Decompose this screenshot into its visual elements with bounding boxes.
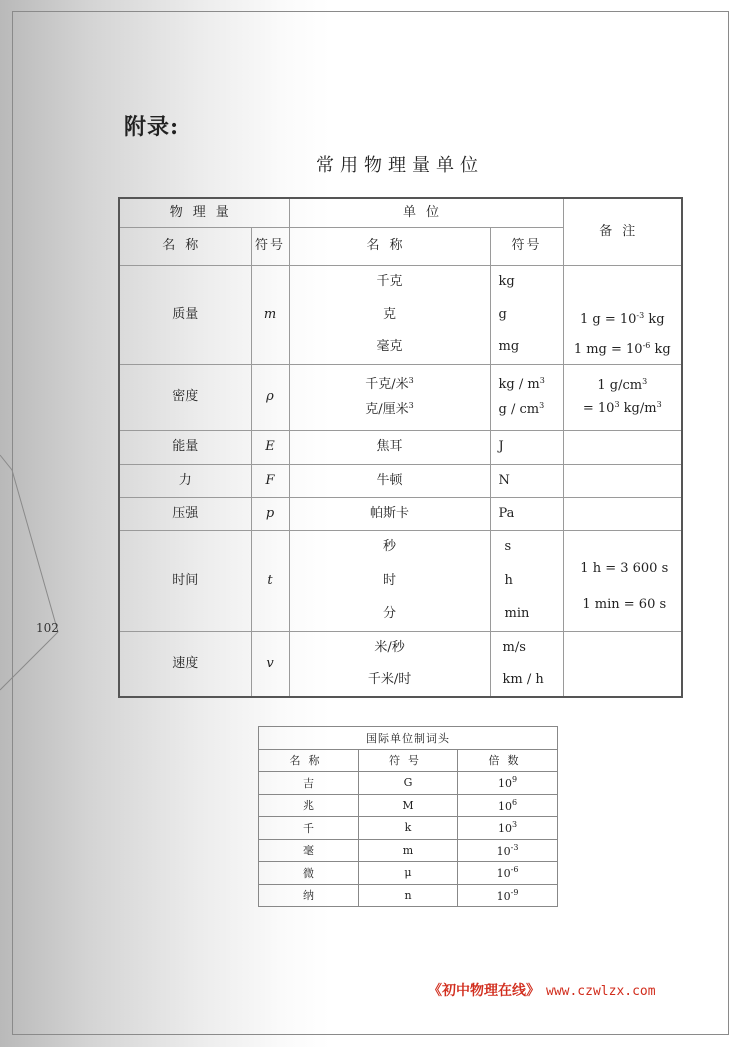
unit-symbol: g xyxy=(498,306,507,322)
unit-name: 毫克 xyxy=(376,339,403,355)
quantity-symbol: E xyxy=(251,430,289,464)
prefix-factor: $10^{-6}$ xyxy=(458,862,558,885)
remark-line: 1 $g/cm^3$ xyxy=(597,377,648,394)
remark-line: 1 h = 3 600 s xyxy=(580,560,669,576)
header-unit: 单位 xyxy=(289,198,563,227)
quantity-symbol: t xyxy=(251,530,289,631)
table-title: 常用物理量单位 xyxy=(316,155,484,176)
prefix-factor: $10^{-3}$ xyxy=(458,839,558,862)
table-row xyxy=(119,530,682,631)
quantity-symbol: p xyxy=(251,497,289,530)
unit-symbol: N xyxy=(490,464,563,497)
prefix-table xyxy=(258,726,558,907)
prefix-name: 微 xyxy=(259,862,359,885)
unit-symbol: km / h xyxy=(502,671,544,687)
prefix-symbol: μ xyxy=(359,862,458,885)
remark-cell xyxy=(563,430,682,464)
quantity-name: 质量 xyxy=(119,265,251,364)
unit-symbol: m/s xyxy=(502,639,526,655)
table-row xyxy=(259,772,558,795)
remark-cell xyxy=(563,497,682,530)
prefix-symbol: k xyxy=(359,817,458,840)
prefix-name: 纳 xyxy=(259,884,359,907)
quantity-symbol: m xyxy=(251,265,289,364)
table-row xyxy=(119,265,682,364)
unit-name: 时 xyxy=(383,572,397,588)
footer-url[interactable]: www.czwlzx.com xyxy=(546,984,656,999)
table-row xyxy=(259,862,558,885)
unit-name: 秒 xyxy=(383,539,397,555)
remark-line: 1 mg = $10^{-6}$ kg xyxy=(573,340,671,357)
unit-symbol: kg xyxy=(498,274,515,290)
prefix-symbol: G xyxy=(359,772,458,795)
unit-symbol: kg / $m^3$ xyxy=(498,376,545,393)
prefix-factor: $10^3$ xyxy=(458,817,558,840)
prefix-table-caption: 国际单位制词头 xyxy=(259,727,558,750)
remark-line: 1 min = 60 s xyxy=(582,596,667,612)
remark-cell xyxy=(563,631,682,697)
quantity-name: 密度 xyxy=(119,364,251,430)
prefix-name: 吉 xyxy=(259,772,359,795)
prefix-header-factor: 倍数 xyxy=(458,749,558,772)
unit-name: 克 xyxy=(383,306,397,322)
remark-cell xyxy=(563,464,682,497)
table-row xyxy=(259,839,558,862)
header-unit-symbol: 符号 xyxy=(490,227,563,265)
prefix-factor: $10^6$ xyxy=(458,794,558,817)
appendix-title: 附录: xyxy=(124,114,180,140)
unit-name: 米/秒 xyxy=(374,639,405,655)
unit-symbol: min xyxy=(504,606,530,622)
prefix-name: 毫 xyxy=(259,839,359,862)
prefix-factor: $10^{-9}$ xyxy=(458,884,558,907)
prefix-header-name: 名称 xyxy=(259,749,359,772)
table-row xyxy=(259,794,558,817)
footer-brand: 《初中物理在线》 xyxy=(428,983,540,999)
quantity-symbol: F xyxy=(251,464,289,497)
unit-name: 千米/时 xyxy=(367,671,412,687)
header-name: 名称 xyxy=(119,227,251,265)
header-unit-name: 名称 xyxy=(289,227,490,265)
quantity-name: 力 xyxy=(119,464,251,497)
footer-watermark xyxy=(428,980,656,1000)
prefix-name: 千 xyxy=(259,817,359,840)
quantity-symbol: ρ xyxy=(251,364,289,430)
page-number: 102 xyxy=(36,621,59,635)
unit-symbol: g / $cm^3$ xyxy=(498,401,545,417)
units-table xyxy=(118,197,683,698)
table-row xyxy=(119,430,682,464)
quantity-name: 速度 xyxy=(119,631,251,697)
unit-name: 帕斯卡 xyxy=(289,497,490,530)
prefix-symbol: n xyxy=(359,884,458,907)
unit-name: 千克 xyxy=(376,274,403,290)
quantity-name: 能量 xyxy=(119,430,251,464)
remark-line: 1 $g = 10^{-3}$ kg xyxy=(579,311,665,328)
unit-symbol: s xyxy=(504,539,512,555)
prefix-name: 兆 xyxy=(259,794,359,817)
table-row xyxy=(259,817,558,840)
table-row xyxy=(119,364,682,430)
prefix-header-symbol: 符号 xyxy=(359,749,458,772)
table-row xyxy=(119,464,682,497)
remark-line: = $10^3$ $kg/m^3$ xyxy=(582,400,662,416)
unit-name: 千克/米$^3$ xyxy=(365,376,414,393)
quantity-symbol: v xyxy=(251,631,289,697)
prefix-symbol: m xyxy=(359,839,458,862)
prefix-symbol: M xyxy=(359,794,458,817)
unit-name: 焦耳 xyxy=(289,430,490,464)
unit-symbol: Pa xyxy=(490,497,563,530)
quantity-name: 压强 xyxy=(119,497,251,530)
header-remarks: 备注 xyxy=(563,198,682,265)
quantity-name: 时间 xyxy=(119,530,251,631)
header-physical-quantity: 物理量 xyxy=(119,198,289,227)
unit-symbol: mg xyxy=(498,339,520,355)
unit-name: 牛顿 xyxy=(289,464,490,497)
table-row xyxy=(119,497,682,530)
unit-symbol: J xyxy=(490,430,563,464)
header-symbol: 符号 xyxy=(251,227,289,265)
table-row xyxy=(119,631,682,697)
unit-name: 克/厘米$^3$ xyxy=(365,401,414,417)
prefix-factor: $10^9$ xyxy=(458,772,558,795)
unit-symbol: h xyxy=(504,572,513,588)
unit-name: 分 xyxy=(383,606,397,622)
table-row xyxy=(259,884,558,907)
